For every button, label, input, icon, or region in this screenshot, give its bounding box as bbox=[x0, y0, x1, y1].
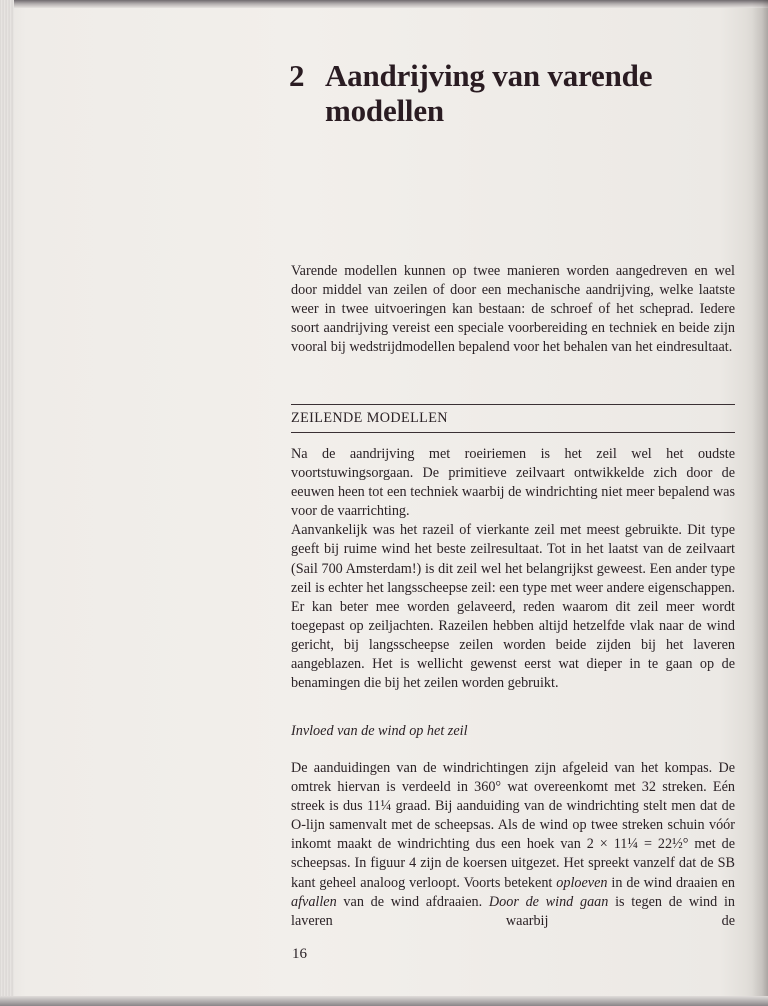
page-number: 16 bbox=[292, 946, 307, 962]
intro-text bbox=[291, 262, 735, 357]
page-gutter-shadow bbox=[752, 0, 768, 1006]
term-afvallen: afvallen bbox=[291, 893, 337, 910]
subsection-text-part-2: in de wind draaien en bbox=[607, 874, 735, 891]
subsection-text-part-1: De aanduidingen van de windrichtingen zijn afgeleid van het kompas. De omtrek hiervan is verdeeld in 360° wat overeenkomt met 32 streken. Eén streek is dus 11¼ graad. Bij aanduiding van de windrichting stelt men dat de O-lijn samenvalt met de scheepsas. Als de wind op twee streken schuin vóór inkomt maakt de windrichting dus een hoek van 2 × 11¼ = 22½° met de scheepsas. In figuur 4 zijn de koersen uitgezet. Het spreekt vanzelf dat de SB kant geheel analoog verloopt. Voorts betekent bbox=[291, 760, 735, 891]
page-bottom-edge bbox=[0, 996, 768, 1006]
subsection-text-part-4: is tegen de wind in laveren waarbij de bbox=[291, 893, 735, 929]
section-body bbox=[291, 445, 735, 693]
intro-paragraph: Varende modellen kunnen op twee manieren worden aangedreven en wel door middel van zeilen of door een mechanische aandrijving, welke laatste weer in twee uitvoeringen kan bestaan: de schroef of het scheprad. Iedere soort aandrijving vereist een speciale voorbereiding en techniek en beide zijn vooral bij wedstrijdmodellen bepalend voor het behalen van het eindresultaat. bbox=[291, 263, 735, 356]
term-door-de-wind-gaan: Door de wind gaan bbox=[488, 893, 609, 910]
section-paragraph-2: Aanvankelijk was het razeil of vierkante zeil met meest gebruikte. Dit type geeft bij ruime wind het beste zeilresultaat. Tot in het laatst van de zeilvaart (Sail 700 Amsterdam!) is dit zeil wel het belangrijkst geweest. Een ander type zeil is echter het langsscheepse zeil: een type met weer andere eigenschappen. Er kan beter mee worden gelaveerd, reden waarom dit zeil meer wordt toegepast op zeiljachten. Razeilen hebben altijd hetzelfde vlak naar de wind gericht, bij langsscheepse zeilen worden beide zijden bij het laveren aangeblazen. Het is wellicht gewenst eerst wat dieper in te gaan op de benamingen die bij het zeilen worden gebruikt. bbox=[291, 522, 735, 692]
subsection-paragraph bbox=[291, 759, 735, 931]
subsection-text-part-3: van de wind afdraaien. bbox=[336, 893, 489, 910]
chapter-title-line-1: Aandrijving van varende bbox=[325, 58, 653, 93]
term-oploeven: oploeven bbox=[556, 874, 608, 891]
chapter-title-line-2: modellen bbox=[325, 93, 444, 128]
section-rule-top bbox=[291, 404, 735, 405]
section-heading: ZEILENDE MODELLEN bbox=[291, 410, 448, 426]
section-paragraph-1: Na de aandrijving met roeiriemen is het zeil wel het oudste voortstuwingsorgaan. De primitieve zeilvaart ontwikkelde zich door de eeuwen heen tot een techniek waarbij de windrichting niet meer bepalend was voor de vaarrichting. bbox=[291, 446, 735, 520]
page-stack-edge bbox=[0, 0, 14, 1006]
chapter-number: 2 bbox=[289, 58, 305, 93]
subsection-body bbox=[291, 759, 735, 931]
chapter-title bbox=[289, 58, 729, 128]
section-rule-bottom bbox=[291, 432, 735, 433]
page-top-edge bbox=[0, 0, 768, 8]
subsection-heading: Invloed van de wind op het zeil bbox=[291, 723, 468, 739]
